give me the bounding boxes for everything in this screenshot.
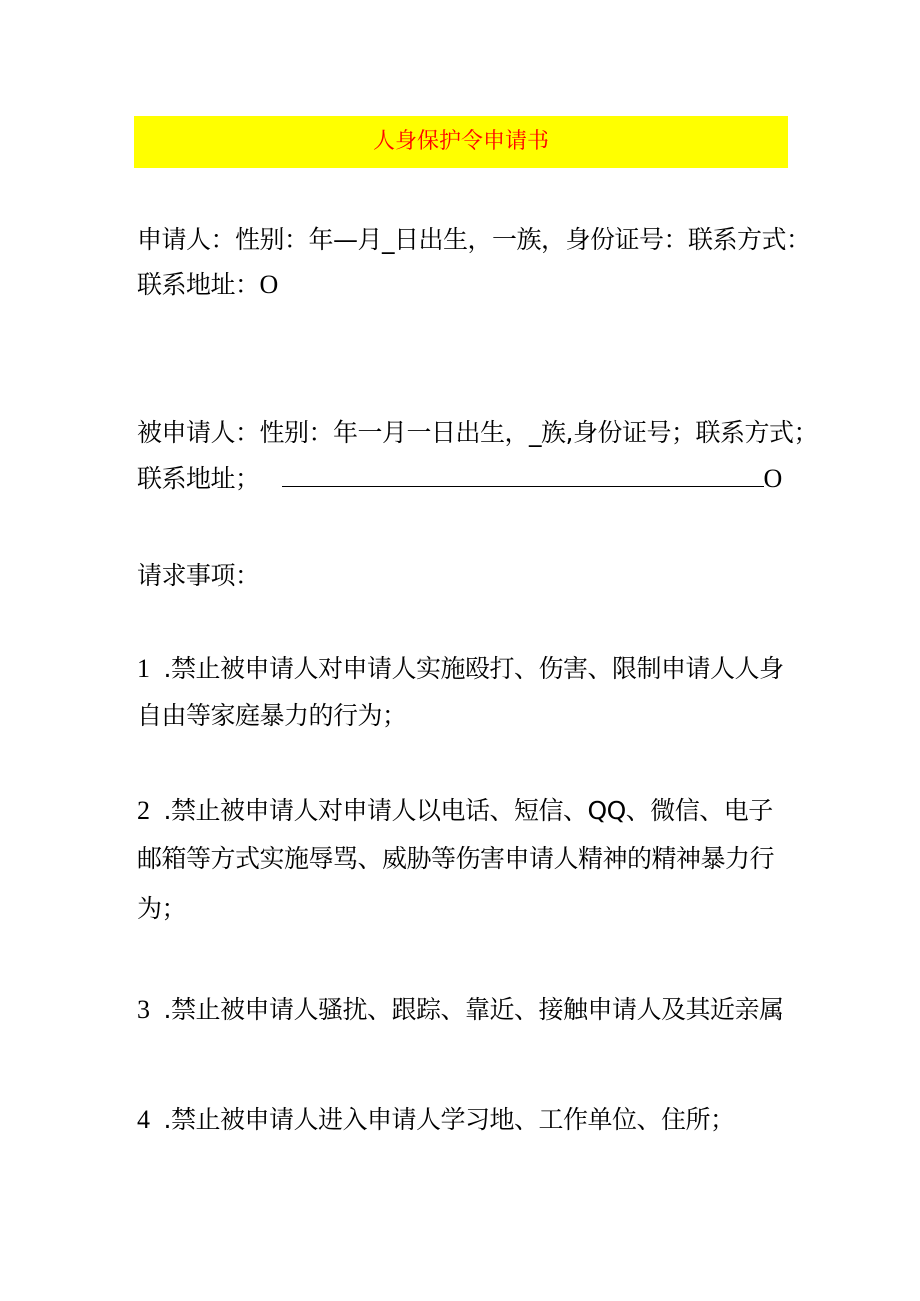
request-item-2-line-1 (137, 796, 773, 826)
request-item-4-text-1: .禁止被申请人进入申请人学习地、工作单位、住所； (163, 1105, 735, 1134)
request-item-3-line-1 (137, 995, 783, 1025)
request-item-4-number: 4 (137, 1105, 150, 1134)
address-blank-line (282, 464, 764, 487)
applicant-address-label: 联系地址： (137, 270, 260, 299)
applicant-line-2 (137, 270, 278, 300)
applicant-line-1: 申请人：性别：年—月_日出生，一族，身份证号：联系方式： (137, 225, 811, 254)
request-item-4-line-1 (137, 1105, 734, 1135)
request-item-1-text-1: .禁止被申请人对申请人实施殴打、伤害、限制申请人人身 (163, 654, 784, 683)
respondent-line-2 (137, 464, 782, 494)
request-item-2-number: 2 (137, 796, 150, 825)
request-item-1-line-2: 自由等家庭暴力的行为； (137, 701, 407, 730)
request-item-1-line-1 (137, 654, 783, 684)
request-item-3-text-1: .禁止被申请人骚扰、跟踪、靠近、接触申请人及其近亲属 (163, 995, 784, 1024)
request-item-2-line-3: 为； (137, 894, 187, 923)
respondent-address-label: 联系地址； (137, 464, 260, 493)
requests-heading: 请求事项： (137, 561, 260, 590)
respondent-line-1: 被申请人：性别：年一月一日出生，_族,身份证号；联系方式； (137, 418, 818, 447)
request-item-3-number: 3 (137, 995, 150, 1024)
request-item-2-text-1: .禁止被申请人对申请人以电话、短信、QQ、微信、电子 (163, 796, 773, 825)
request-item-1-number: 1 (137, 654, 150, 683)
respondent-end-mark: O (763, 464, 782, 493)
document-title: 人身保护令申请书 (134, 116, 788, 168)
request-item-2-line-2: 邮箱等方式实施辱骂、威胁等伤害申请人精神的精神暴力行 (137, 844, 775, 873)
applicant-end-mark: O (259, 270, 278, 299)
